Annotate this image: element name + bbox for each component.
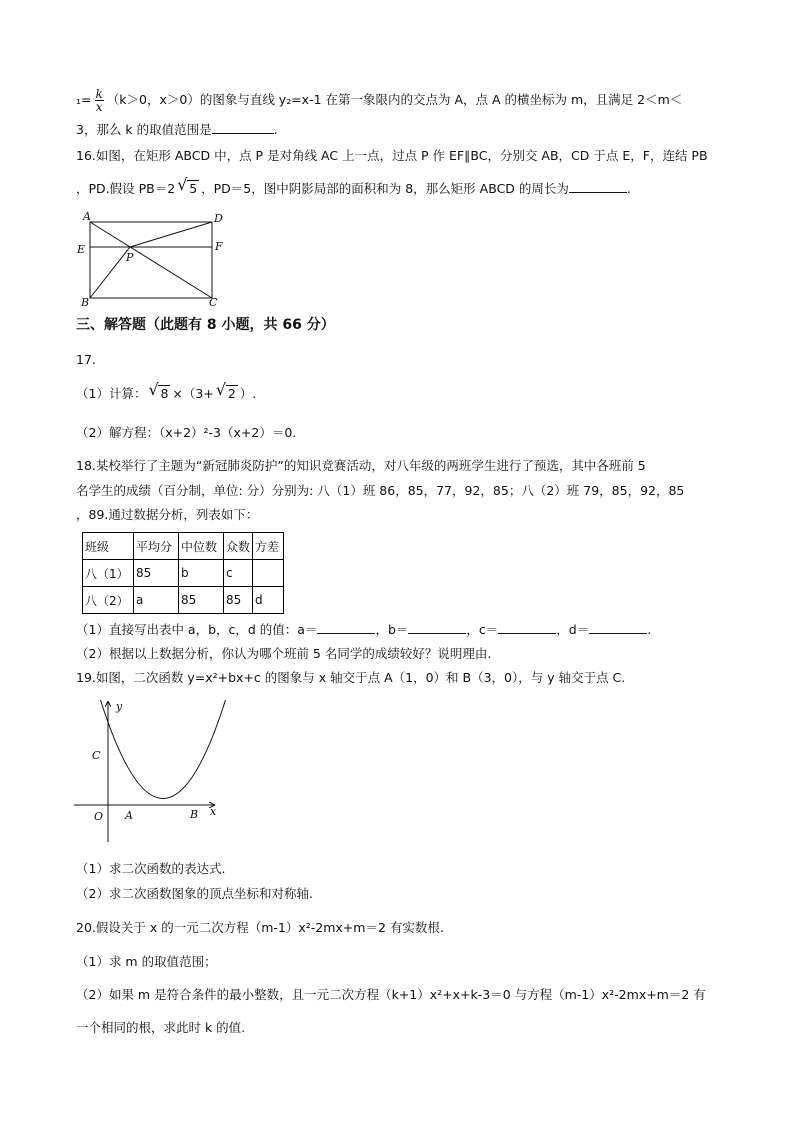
q20-part2b: 一个相同的根，求此时 k 的值.: [76, 1020, 246, 1035]
answer-blank-a[interactable]: [317, 621, 375, 634]
q16-line2: [76, 180, 631, 197]
label-b: B: [190, 808, 199, 821]
answer-blank-b[interactable]: [408, 621, 466, 634]
segment-pd: [130, 222, 212, 247]
q20-line1: 20.假设关于 x 的一元二次方程（m-1）x²-2mx+m＝2 有实数根.: [76, 920, 444, 935]
q15-prefix: ₁=: [76, 92, 92, 107]
table-header-row: [83, 533, 284, 560]
parabola-curve: [101, 700, 226, 799]
label-y: y: [116, 700, 123, 713]
q18-part1-d: ，d＝: [556, 622, 590, 637]
label-o: O: [94, 810, 104, 823]
q18-part1-a: （1）直接写出表中 a，b，c，d 的值：a＝: [76, 622, 318, 637]
answer-blank-d[interactable]: [589, 621, 647, 634]
section-heading: 三、解答题（此题有 8 小题，共 66 分）: [76, 317, 335, 333]
label-e: E: [77, 243, 86, 256]
label-a: A: [125, 809, 133, 822]
q16-line2-post: ，PD＝5，图中阴影局部的面积和为 8，那么矩形 ABCD 的周长为: [201, 181, 569, 196]
table-cell: a: [134, 587, 179, 614]
q15-period: .: [273, 122, 278, 137]
q18-part2: （2）根据以上数据分析，你认为哪个班前 5 名同学的成绩较好？说明理由.: [76, 646, 492, 661]
label-d: D: [214, 212, 223, 225]
k-over-x-fraction: [95, 88, 104, 113]
table-cell: 85: [134, 560, 179, 587]
radicand: 5: [189, 181, 198, 196]
label-b: B: [81, 296, 90, 309]
q19-part1: （1）求二次函数的表达式.: [76, 861, 226, 876]
label-c: C: [209, 296, 218, 309]
q18-line2: 名学生的成绩（百分制，单位: 分）分别为: 八（1）班 86，85，77，92，85；八（2）班 79，85，92，85: [76, 483, 685, 498]
answer-blank-c[interactable]: [498, 621, 556, 634]
table-header: 方差: [253, 533, 284, 560]
q17-part1-mid: ×（3+: [172, 386, 214, 401]
sqrt-8: [148, 385, 170, 402]
table-header: 众数: [224, 533, 253, 560]
q19-part2: （2）求二次函数图象的顶点坐标和对称轴.: [76, 886, 313, 901]
q18-line1: 18.某校举行了主题为“新冠肺炎防护”的知识竞赛活动，对八年级的两班学生进行了预选，其中各班前 5: [76, 458, 646, 473]
answer-blank[interactable]: [569, 180, 627, 193]
q15-line2-text: 3，那么 k 的取值范围是: [76, 122, 212, 137]
parabola-figure: [72, 692, 232, 848]
q15-text: （k＞0，x＞0）的图象与直线 y₂=x-1 在第一象限内的交点为 A，点 A 的横坐标为 m，且满足 2＜m＜: [106, 92, 683, 107]
q19-line1: 19.如图，二次函数 y=x²+bx+c 的图象与 x 轴交于点 A（1，0）和 B（3，0），与 y 轴交于点 C.: [76, 670, 626, 685]
q16-line1: 16.如图，在矩形 ABCD 中，点 P 是对角线 AC 上一点，过点 P 作 EF∥BC，分别交 AB，CD 于点 E，F，连结 PB: [76, 148, 708, 163]
table-cell: 八（2）: [83, 587, 134, 614]
q16-line2-pre: ，PD.假设 PB＝2: [76, 181, 176, 196]
label-f: F: [215, 240, 223, 253]
q20-part2: （2）如果 m 是符合条件的最小整数，且一元二次方程（k+1）x²+x+k-3＝0 与方程（m-1）x²-2mx+m＝2 有: [76, 987, 706, 1002]
q17-number: 17.: [76, 352, 96, 367]
label-c: C: [92, 749, 101, 762]
score-table: [82, 532, 284, 614]
table-cell: c: [224, 560, 253, 587]
q15-line1: [76, 88, 682, 113]
table-cell: 85: [224, 587, 253, 614]
q18-part1: [76, 621, 651, 638]
q15-line2: [76, 121, 278, 138]
label-a: A: [83, 210, 91, 223]
q20-part1: （1）求 m 的取值范围；: [76, 954, 217, 969]
table-row: [83, 560, 284, 587]
table-header: 中位数: [179, 533, 224, 560]
q17-part2: （2）解方程：（x+2）²-3（x+2）＝0.: [76, 425, 297, 440]
radicand: 2: [227, 386, 236, 401]
q17-part1: [76, 385, 256, 402]
q18-period: .: [647, 622, 652, 637]
q18-part1-c: ，c＝: [466, 622, 499, 637]
sqrt-5: [177, 180, 199, 197]
table-cell: b: [179, 560, 224, 587]
rectangle-abcd-figure: [72, 208, 232, 310]
answer-blank[interactable]: [212, 121, 274, 134]
q18-line3: ，89.通过数据分析，列表如下：: [76, 507, 259, 522]
table-header: 平均分: [134, 533, 179, 560]
table-row: [83, 587, 284, 614]
table-cell: [253, 560, 284, 587]
q18-part1-b: ，b＝: [375, 622, 409, 637]
sqrt-2: [216, 385, 238, 402]
radicand: 8: [160, 386, 169, 401]
diagonal-ac: [90, 222, 212, 298]
label-x: x: [210, 805, 217, 818]
fraction-numerator: k: [95, 87, 103, 101]
fraction-denominator: x: [95, 100, 103, 114]
q17-part1-post: ）.: [239, 386, 257, 401]
table-cell: 85: [179, 587, 224, 614]
q17-part1-pre: （1）计算：: [76, 386, 147, 401]
segment-pb: [90, 247, 130, 298]
label-p: P: [126, 251, 134, 264]
table-cell: 八（1）: [83, 560, 134, 587]
table-cell: d: [253, 587, 284, 614]
q16-period: .: [626, 181, 631, 196]
table-header: 班级: [83, 533, 134, 560]
